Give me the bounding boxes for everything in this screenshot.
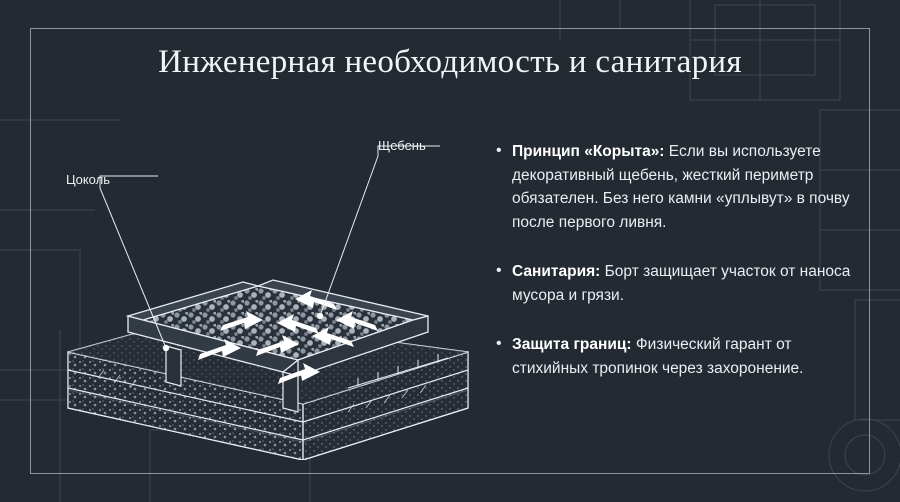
- bullet-list: [494, 140, 856, 406]
- list-item: [494, 140, 856, 234]
- isometric-gravel-bed-diagram: [48, 120, 488, 460]
- bullet-lead: Санитария:: [512, 263, 601, 281]
- bullet-text: Физический гарант от стихийных тропинок через захоронение.: [512, 336, 804, 377]
- bullet-lead: Принцип «Корыта»:: [512, 143, 665, 160]
- diagram-svg: [48, 120, 488, 460]
- leader-line-gravel-icon: [320, 146, 440, 316]
- label-plinth: Цоколь: [66, 172, 110, 187]
- label-gravel: Щебень: [378, 138, 426, 153]
- bullet-lead: Защита границ:: [512, 336, 632, 354]
- bullet-text: Борт защищает участок от наноса мусора и грязи.: [512, 263, 851, 304]
- list-item: [494, 333, 856, 380]
- bullet-text: Если вы используете декоративный щебень, жесткий периметр обязателен. Без него камни «уплывут» в почву после первого ливня.: [512, 143, 850, 231]
- list-item: [494, 260, 856, 307]
- page-title: Инженерная необходимость и санитария: [158, 44, 742, 80]
- leader-dot-gravel-icon: [317, 313, 323, 319]
- leader-dot-plinth-icon: [163, 345, 169, 351]
